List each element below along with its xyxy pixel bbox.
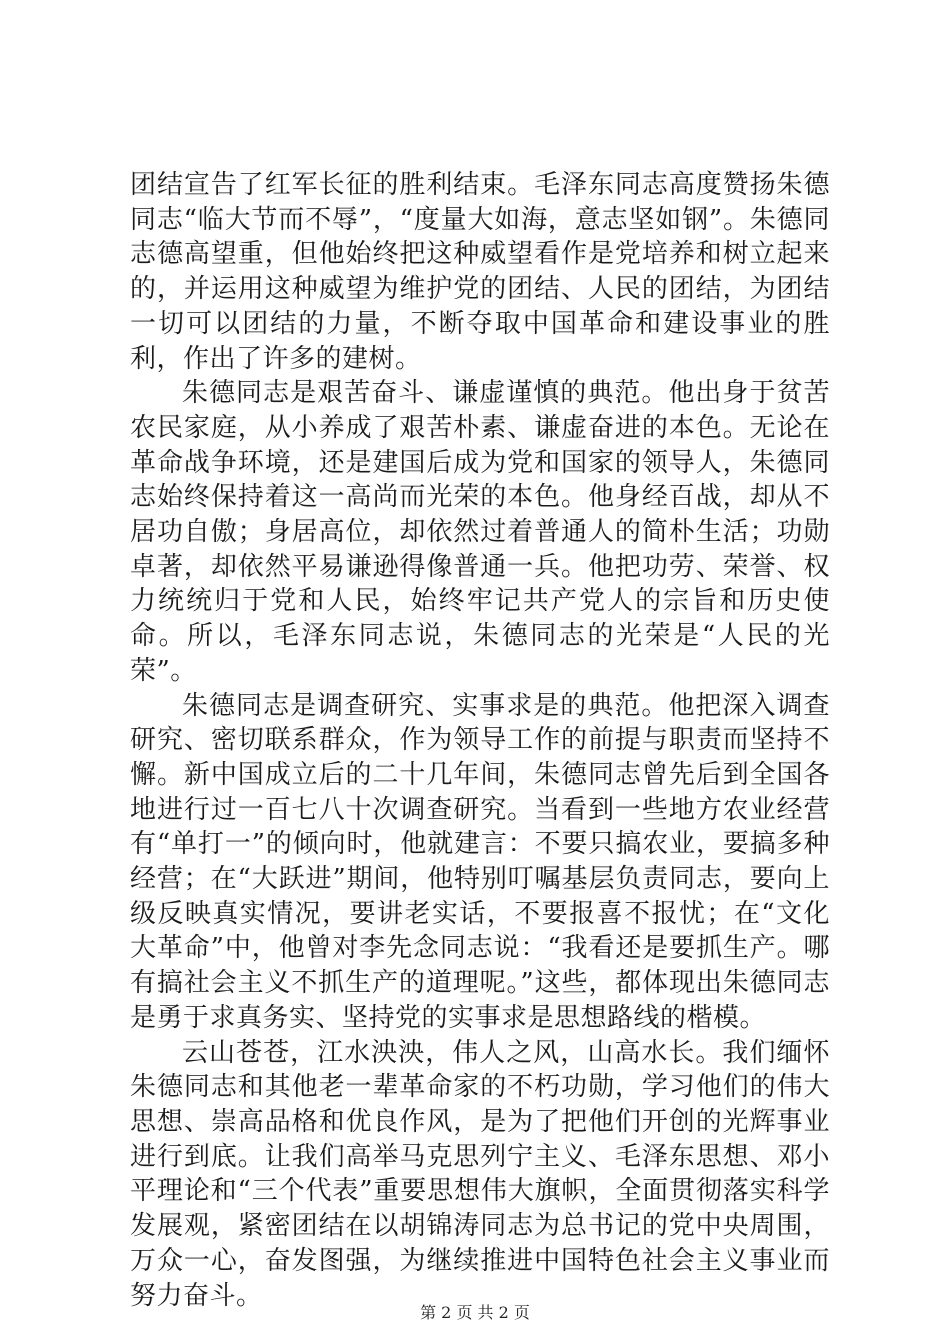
paragraph-4: 云山苍苍，江水泱泱，伟人之风，山高水长。我们缅怀朱德同志和其他老一辈革命家的不朽功勋，学习他们的伟大思想、崇高品格和优良作风，是为了把他们开创的光辉事业进行到底。让我们高举马克思列宁主义、毛泽东思想、邓小平理论和“三个代表”重要思想伟大旗帜，全面贯彻落实科学发展观，紧密团结在以胡锦涛同志为总书记的党中央周围，万众一心，奋发图强，为继续推进中国特色社会主义事业而努力奋斗。 [130, 1037, 830, 1311]
page-number-footer: 第 2 页 共 2 页 [420, 1303, 530, 1322]
paragraph-3: 朱德同志是调查研究、实事求是的典范。他把深入调查研究、密切联系群众，作为领导工作的前提与职责而坚持不懈。新中国成立后的二十几年间，朱德同志曾先后到全国各地进行过一百七八十次调查研究。当看到一些地方农业经营有“单打一”的倾向时，他就建言：不要只搞农业，要搞多种经营；在“大跃进”期间，他特别叮嘱基层负责同志，要向上级反映真实情况，要讲老实话，不要报喜不报忧；在“文化大革命”中，他曾对李先念同志说：“我看还是要抓生产。哪有搞社会主义不抓生产的道理呢。”这些，都体现出朱德同志是勇于求真务实、坚持党的实事求是思想路线的楷模。 [130, 690, 830, 1033]
paragraph-1: 团结宣告了红军长征的胜利结束。毛泽东同志高度赞扬朱德同志“临大节而不辱”，“度量大如海，意志坚如钢”。朱德同志德高望重，但他始终把这种威望看作是党培养和树立起来的，并运用这种威望为维护党的团结、人民的团结，为团结一切可以团结的力量，不断夺取中国革命和建设事业的胜利，作出了许多的建树。 [130, 170, 830, 374]
paragraph-2: 朱德同志是艰苦奋斗、谦虚谨慎的典范。他出身于贫苦农民家庭，从小养成了艰苦朴素、谦虚奋进的本色。无论在革命战争环境，还是建国后成为党和国家的领导人，朱德同志始终保持着这一高尚而光荣的本色。他身经百战，却从不居功自傲；身居高位，却依然过着普通人的简朴生活；功勋卓著，却依然平易谦逊得像普通一兵。他把功劳、荣誉、权力统统归于党和人民，始终牢记共产党人的宗旨和历史使命。所以，毛泽东同志说，朱德同志的光荣是“人民的光荣”。 [130, 378, 830, 686]
document-body [130, 168, 830, 1313]
